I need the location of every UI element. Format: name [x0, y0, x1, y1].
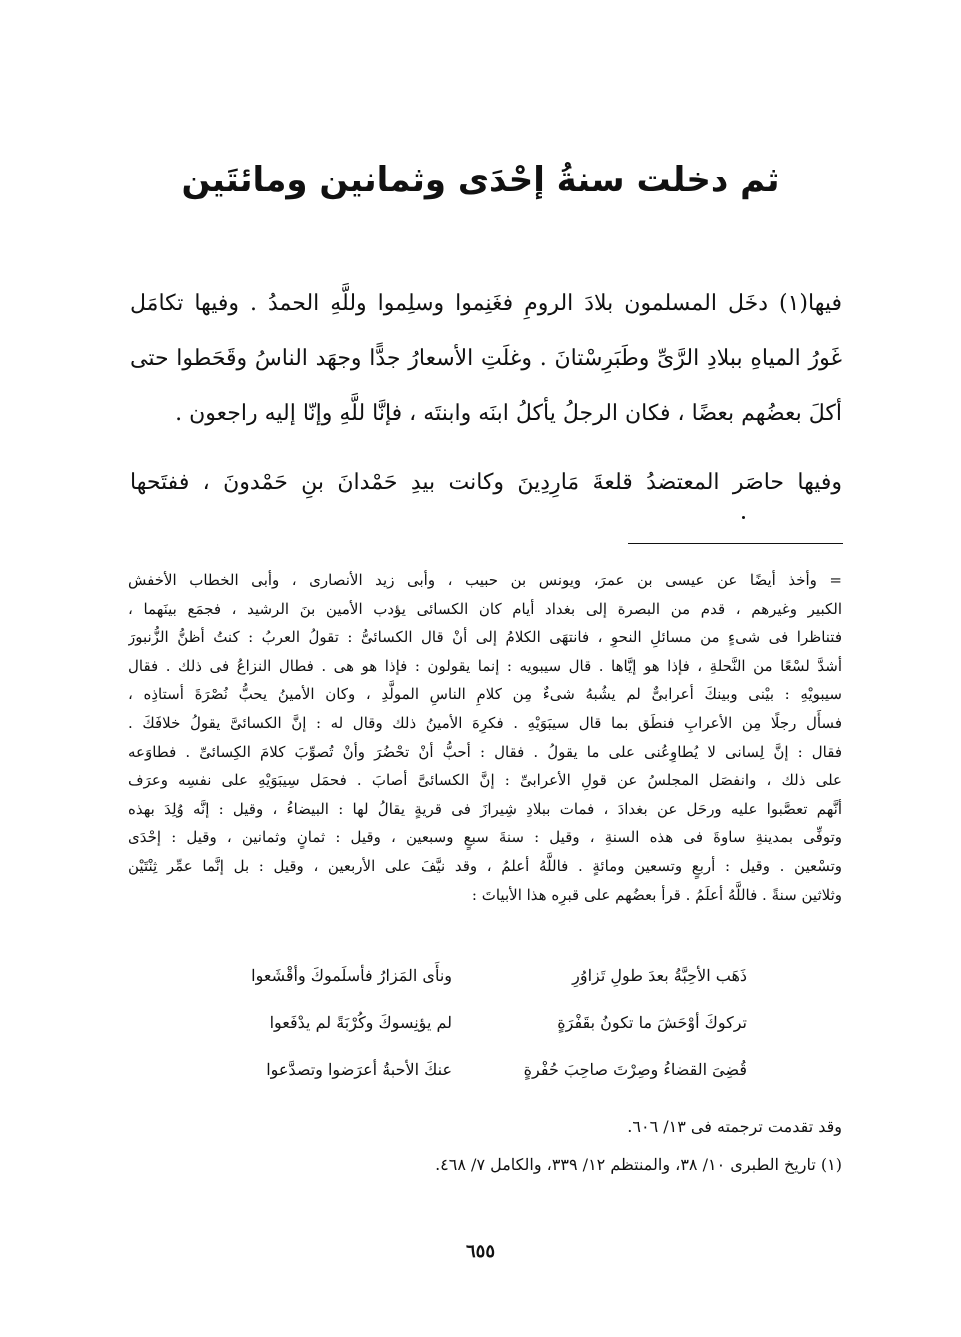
footnote-1: (١) تاريخ الطبرى ١٠/ ٣٨، والمنتظم ١٢/ ٣٣٩، والكامل ٧/ ٤٦٨.: [435, 1155, 842, 1174]
page-number: ٦٥٥: [465, 1241, 495, 1262]
footnote-line: وتسْعين . وقيل : أربعٍ وتسعين ومائةٍ . فاللَّهُ أعلمُ ، وقد نيَّفَ على الأربعين ، وقيل : بل إنَّما عمِّر ثِنْتَيْن: [128, 856, 842, 875]
verse-row: [128, 966, 842, 1013]
ornament-dot: [742, 516, 745, 519]
verse-second-hemistich: عنكَ الأحبةُ أعرَضوا وتصدَّعوا: [266, 1060, 452, 1079]
verse-first-hemistich: ذَهَب الأحِبَّةُ بعدَ طولِ تَزاوُرِ: [572, 966, 747, 985]
footnote-line: فتناظرا فى شىءٍ من مسائلِ النحوِ ، فانتهَى الكلامُ إلى أنْ قال الكسائىُّ : تقولُ العربُ : كنتُ أظنُّ الزُّنبورَ: [128, 628, 842, 647]
footnote-line: وثلاثين سنةً . فاللَّهُ أعلَمُ . قرأ بعضُهم على قبرِه هذا الأبياتَ :: [471, 885, 842, 904]
footnote-line: = وأخذ أيضًا عن عيسى بن عمرَ، ويونس بن حبيب ، وأبى زيد الأنصارى ، وأبى الخطاب الأخفش: [128, 571, 842, 589]
footnote-line: على ذلك ، وانفصَل المجلسُ عن قولِ الأعرابىِّ : إنَّ الكسائىَّ أصابَ . فحمَل سِيبَوَيْهِ على نفسِه وعرَف: [128, 771, 842, 790]
footnote-line: فسأَل رجلًا مِن الأعرابِ فنطَق بما قال سيبَوَيْهِ . فكرِهَ الأمينُ ذلك وقال له : إنَّ الكسائىَّ يقولُ خلافَكَ .: [128, 713, 842, 732]
chapter-title: ثم دخلت سنةُ إحْدَى وثمانين ومائتَين: [181, 160, 780, 200]
main-paragraph-2: [130, 455, 842, 510]
footnote-separator: [628, 543, 843, 544]
cross-reference-note: وقد تقدمت ترجمته فى ١٣/ ٦٠٦.: [627, 1117, 842, 1136]
verse-first-hemistich: تركوكَ أوْحَشَ ما تكونُ بقَفْرَةٍ: [557, 1013, 747, 1032]
footnote-line: وتوفِّى بمدينةِ ساوةَ فى هذه السنةِ ، وقيل : سنةَ سبعٍ وسبعين ، وقيل : ثمانٍ وثمانين ، وقيل : إحْدَى: [128, 828, 842, 847]
verse-first-hemistich: قُضِىَ القضاءُ وصِرْتَ صاحِبَ حُفْرةٍ: [523, 1060, 747, 1079]
main-line: وفيها حاصَر المعتضدُ قلعةَ مَارِدِينَ وكانت بيدِ حَمْدانَ بنِ حَمْدونَ ، ففتَحها: [130, 470, 842, 495]
verse-second-hemistich: لم يؤنِسوكَ وكُرْبَةً لم يدْفَعوا: [269, 1013, 452, 1032]
footnote-tail: [128, 1108, 842, 1184]
main-line: غَورُ المياهِ ببلادِ الرَّىِّ وطَبَرِسْتانَ . وغلَتِ الأسعارُ جدًّا وجهَد الناسُ وقَحَطوا حتى: [130, 346, 842, 371]
verse-second-hemistich: ونأَى المَزارُ فأسلَموكَ وأقْشَعوا: [251, 966, 452, 985]
verse-row: [128, 1013, 842, 1060]
main-line: أكلَ بعضُهم بعضًا ، فكان الرجلُ يأكلُ ابنَه وابنتَه ، فإنَّا للَّهِ وإنّا إليه راجعون .: [175, 401, 842, 426]
verse-row: [128, 1060, 842, 1107]
main-paragraph-1: [130, 276, 842, 441]
footnote-line: أنَّهم تعصَّبوا عليه ورحَل عن بغدادَ ، فمات ببلادِ شِيرازَ فى قريةٍ يقالُ لها : البيضاءُ ، وقيل : إنَّه وُلِدَ بهذه: [128, 799, 842, 818]
footnote-line: أشدَّ لسْعًا من النَّحلةِ ، فإذا هو إيَّاها . قال سيبويه : إنما يقولون : فإذا هو هى . فطال النزاعُ فى ذلك . فقال: [128, 656, 842, 675]
footnote-line: سيبويْهِ : بيْنى وبينكَ أعرابىٌّ لم يشُبهُ شىءٌ مِن كلامِ الناسِ المولَّدِ ، وكان الأمينُ يحبُّ نُصْرَةَ أستاذِه ،: [128, 685, 842, 704]
main-line: فيها(١) دخَل المسلمون بلادَ الرومِ فغَنِموا وسلِموا وللَّهِ الحمدُ . وفيها تكامَل: [130, 291, 842, 316]
footnote-line: الكبير وغيرهم ، قدم من البصرة إلى بغداد أيام كان الكسائى يؤدب الأمين بنَ الرشيد ، فجمَع بينَهما ،: [128, 599, 842, 618]
footnote-line: فقال : إنَّ لِسانى لا يُطاوِعُنى على ما يقولُ . فقال : أحبُّ أنْ تحْضُرَ وأنْ تُصوِّبَ كلامَ الكِسائىِّ . فطاوَعه: [128, 742, 842, 761]
poem-verses: [128, 966, 842, 1107]
footnote-continuation: [128, 566, 842, 909]
